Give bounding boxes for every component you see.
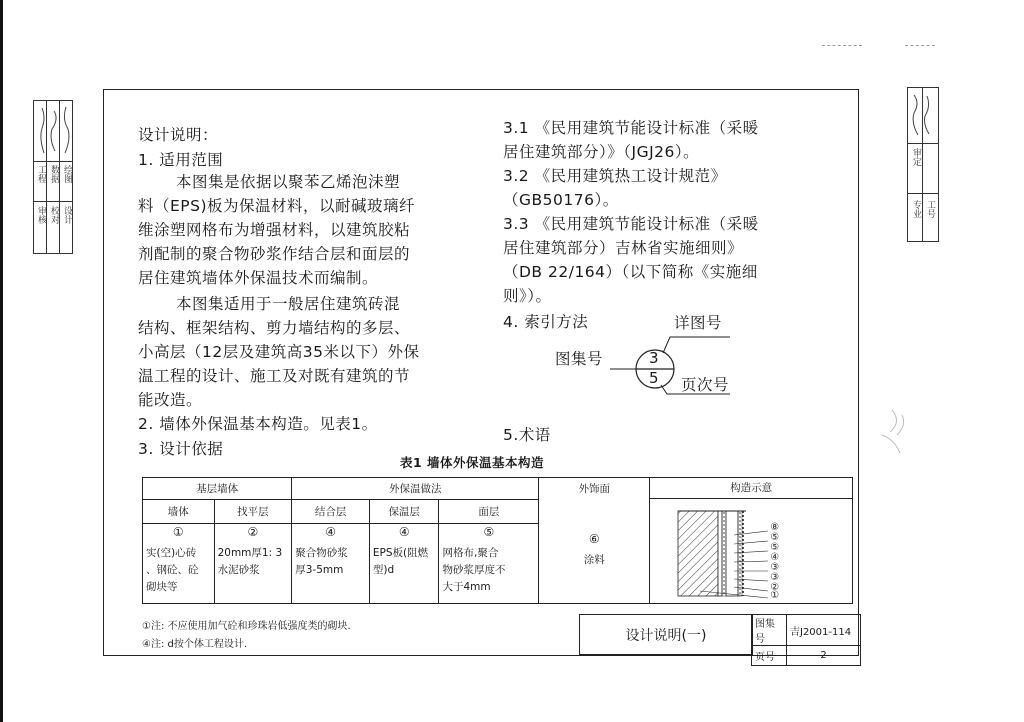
- cell-line: EPS板(阻燃: [372, 546, 429, 559]
- scan-noise: [872, 405, 917, 465]
- right-approval-stamp: [907, 87, 939, 242]
- header-surface: 面层: [439, 500, 539, 524]
- scope-line: 居住建筑墙体外保温技术而编制。: [138, 269, 379, 287]
- layer-label: ④: [770, 552, 780, 563]
- wall-section-svg: [650, 499, 850, 599]
- reference-line: 居住建筑部分）吉林省实施细则》: [503, 239, 744, 257]
- header-diagram: 构造示意: [650, 478, 852, 499]
- cell-line: 厚3-5mm: [295, 563, 344, 576]
- stamp-label: 绘图: [62, 165, 72, 183]
- section-5: 5.术语: [503, 426, 551, 444]
- scan-mark: [822, 45, 862, 46]
- left-approval-stamp: [33, 100, 73, 254]
- header-wall: 墙体: [143, 500, 215, 524]
- atlas-number-label: 图集号: [555, 350, 604, 368]
- scope-line: 维涂塑网格布为增强材料，以建筑胶粘: [138, 221, 411, 239]
- page-no: 2: [787, 646, 861, 666]
- cell-line: 水泥砂浆: [217, 563, 260, 576]
- scope-line: 能改造。: [138, 391, 203, 409]
- header-insulation-layer: 保温层: [369, 500, 439, 524]
- header-finish: 外饰面: [578, 483, 611, 495]
- scope-line: 结构、框架结构、剪力墙结构的多层、: [138, 319, 411, 337]
- cell-surface: [439, 544, 539, 604]
- drawing-title: 设计说明(一): [625, 628, 707, 644]
- cell-line: 、钢砼、砼: [146, 563, 199, 576]
- header-base-wall: 基层墙体: [143, 478, 292, 500]
- page-number-label: 页次号: [681, 376, 730, 394]
- col-number: ④: [369, 524, 439, 544]
- title-block-info: [751, 614, 861, 666]
- index-top-number: 3: [649, 349, 659, 367]
- cell-line: 砌块等: [146, 580, 178, 593]
- reference-line: （GB50176）。: [503, 191, 619, 209]
- header-leveling: 找平层: [214, 500, 292, 524]
- diagram-cell: [650, 478, 853, 604]
- stamp-label: 工号: [925, 200, 935, 218]
- atlas-no-label: 图集号: [752, 615, 787, 646]
- reference-line: 3.1 《民用建筑节能设计标准（采暖: [503, 119, 759, 137]
- cell-line: 20mm厚1: 3: [217, 546, 283, 559]
- cell-line: 大于4mm: [442, 580, 491, 593]
- scope-line: 本图集是依据以聚苯乙烯泡沫塑: [176, 173, 401, 191]
- layer-label: ⑤: [770, 532, 780, 543]
- header-finish-cell: [539, 478, 650, 604]
- reference-line: 3.2 《民用建筑热工设计规范》: [503, 167, 727, 185]
- cell-bonding: [292, 544, 370, 604]
- scope-line: 温工程的设计、施工及对既有建筑的节: [138, 367, 411, 385]
- section-2: 2. 墙体外保温基本构造。见表1。: [138, 415, 378, 433]
- layer-label: ③: [770, 562, 780, 573]
- section-3: 3. 设计依据: [138, 440, 224, 458]
- detail-number-label: 详图号: [674, 314, 723, 332]
- atlas-no: 吉J2001-114: [787, 615, 861, 646]
- note-line: ④注: d按个体工程设计.: [142, 639, 248, 650]
- scan-mark: [905, 45, 935, 46]
- scope-line: 剂配制的聚合物砂浆作结合层和面层的: [138, 245, 411, 263]
- section-heading: 设计说明：: [138, 126, 219, 144]
- cell-wall: [143, 544, 215, 604]
- index-bottom-number: 5: [649, 369, 659, 387]
- stamp-label: 审定: [911, 148, 921, 166]
- cell-insulation: [369, 544, 439, 604]
- cell-line: 聚合物砂浆: [295, 546, 348, 559]
- finish-number: ⑥: [588, 532, 600, 546]
- construction-table: [142, 477, 853, 604]
- col-number: ④: [292, 524, 370, 544]
- note-line: ①注: 不应使用加气砼和珍珠岩低强度类的砌块.: [142, 621, 351, 632]
- table-title: 表1 墙体外保温基本构造: [400, 455, 545, 470]
- scope-line: 料（EPS)板为保温材料，以耐碱玻璃纤: [138, 197, 416, 215]
- layer-diagram: [650, 499, 852, 599]
- stamp-label: 数据: [49, 165, 59, 183]
- col-number: ①: [143, 524, 215, 544]
- layer-label: ②: [770, 582, 780, 593]
- stamp-label: 校对: [49, 206, 59, 224]
- section-4: 4. 索引方法: [503, 313, 589, 331]
- scope-line: 小高层（12层及建筑高35米以下）外保: [138, 343, 420, 361]
- finish-value: 涂料: [583, 554, 605, 566]
- reference-line: 居住建筑部分）》（JGJ26）。: [503, 143, 700, 161]
- stamp-label: 专业: [911, 200, 921, 218]
- col-number: ⑤: [439, 524, 539, 544]
- signature-scribble: [909, 90, 937, 140]
- title-block-main: [579, 614, 753, 655]
- layer-label: ⑧: [770, 522, 780, 533]
- cell-leveling: [214, 544, 292, 604]
- reference-line: （DB 22/164）（以下简称《实施细: [503, 263, 758, 281]
- cell-line: 网格布,聚合: [442, 546, 499, 559]
- cell-line: 实(空)心砖: [146, 546, 197, 559]
- cell-line: 物砂浆厚度不: [442, 563, 506, 576]
- header-bonding: 结合层: [292, 500, 370, 524]
- section-1-title: 1. 适用范围: [138, 151, 224, 169]
- scan-edge: [0, 0, 3, 722]
- page-no-label: 页号: [752, 646, 787, 666]
- reference-line: 3.3 《民用建筑节能设计标准（采暖: [503, 215, 759, 233]
- cell-line: 型)d: [372, 563, 395, 576]
- signature-scribble: [36, 103, 72, 158]
- stamp-label: 工程: [36, 165, 46, 183]
- scope-line: 本图集适用于一般居住建筑砖混: [176, 295, 401, 313]
- layer-label: ①: [770, 590, 780, 601]
- stamp-label: 审核: [36, 206, 46, 224]
- layer-label: ③: [770, 572, 780, 583]
- col-number: ②: [214, 524, 292, 544]
- reference-line: 则》）。: [503, 287, 552, 305]
- index-symbol: [555, 315, 755, 400]
- stamp-label: 设计: [62, 206, 72, 224]
- layer-label: ⑤: [770, 542, 780, 553]
- header-insulation: 外保温做法: [292, 478, 539, 500]
